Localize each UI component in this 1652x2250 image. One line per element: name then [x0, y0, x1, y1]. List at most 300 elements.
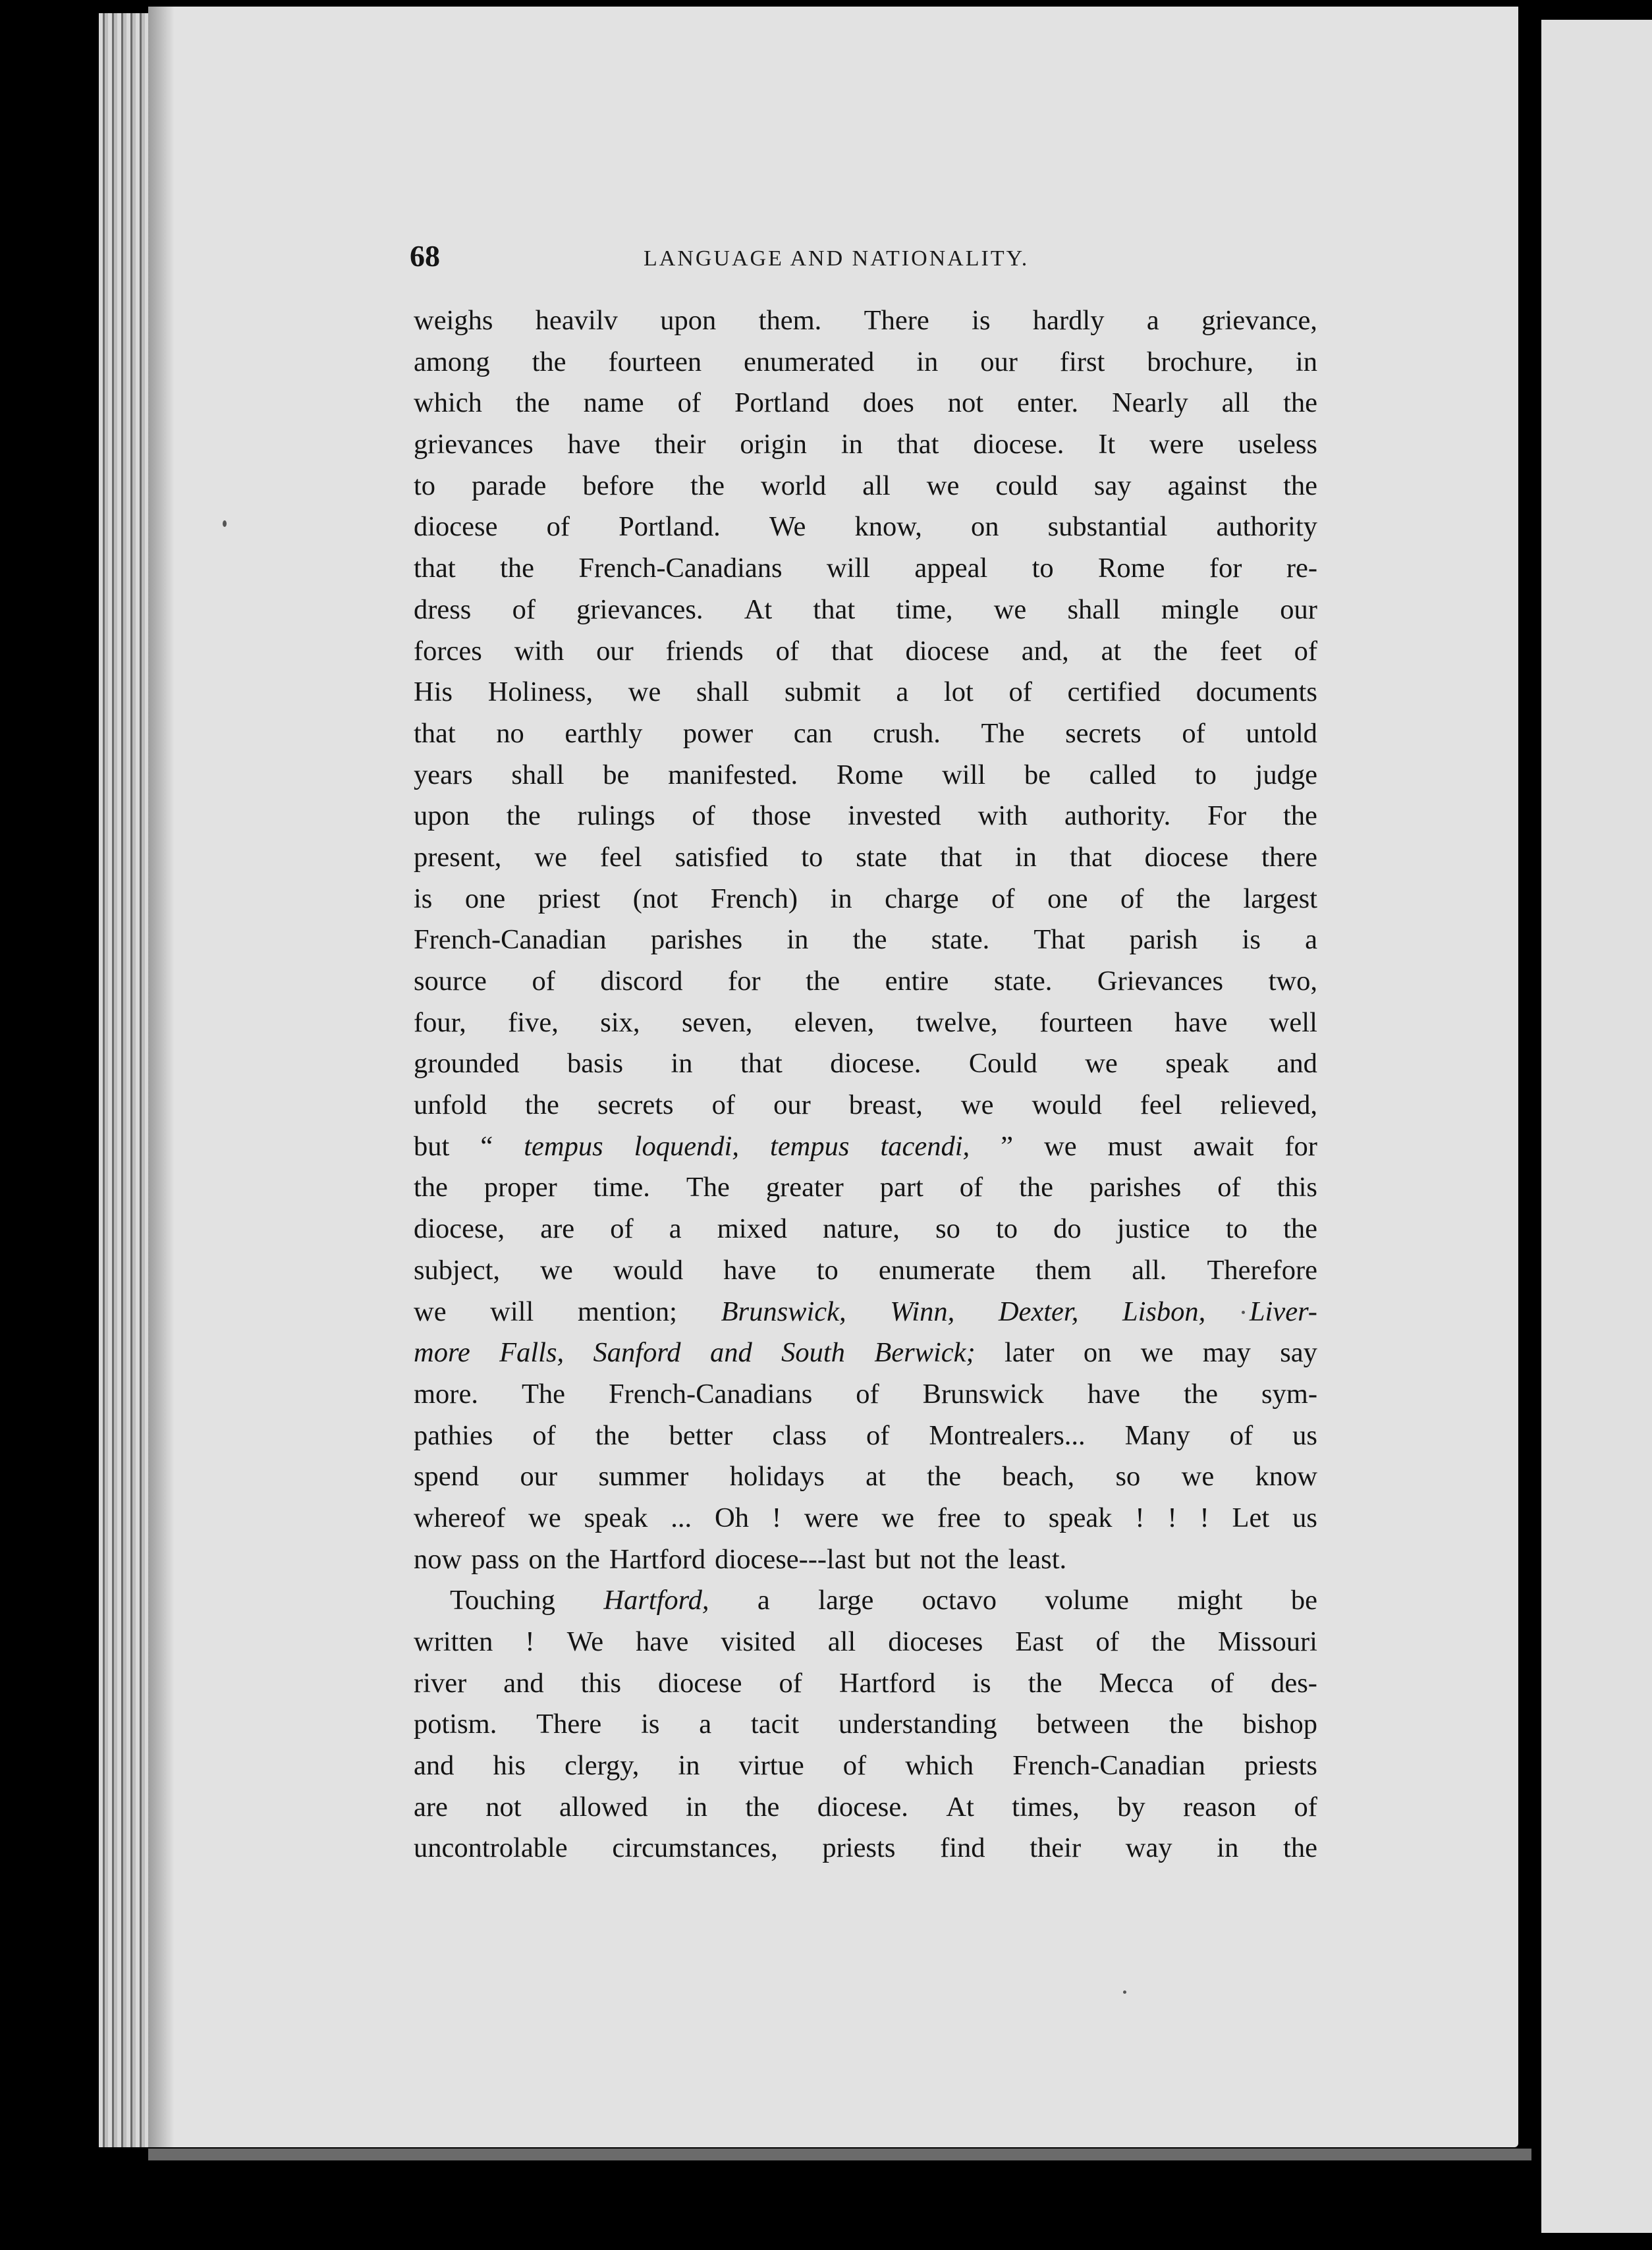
word: in: [1217, 1832, 1239, 1864]
word: secrets: [597, 1089, 674, 1121]
word: loquendi,: [634, 1130, 739, 1162]
word: spend: [414, 1461, 480, 1493]
text-line: [414, 1126, 1317, 1168]
word: !: [1167, 1502, 1177, 1533]
word: seven,: [681, 1006, 753, 1038]
word: written: [414, 1626, 493, 1657]
word: them.: [758, 305, 822, 336]
word: await: [1193, 1130, 1254, 1162]
word: The: [521, 1378, 566, 1410]
word: Lisbon,: [1122, 1296, 1206, 1327]
word: priests: [822, 1832, 896, 1864]
word: least.: [1008, 1543, 1067, 1575]
word: diocese.: [973, 429, 1064, 460]
text-line: [414, 919, 1317, 961]
word: subject,: [414, 1254, 501, 1286]
word: which: [414, 387, 482, 419]
word: all: [1221, 387, 1250, 419]
word: a: [669, 1213, 682, 1245]
word: speak: [1048, 1502, 1113, 1533]
text-line: [414, 1085, 1317, 1126]
word: the: [506, 800, 541, 832]
word: forces: [414, 635, 482, 667]
word: large: [818, 1585, 874, 1616]
word: certified: [1067, 676, 1161, 708]
word: justice: [1116, 1213, 1190, 1245]
word: breast,: [848, 1089, 923, 1121]
word: all.: [1132, 1254, 1167, 1286]
word: are: [540, 1213, 575, 1245]
word: we: [628, 676, 661, 708]
word: secrets: [1065, 717, 1142, 749]
word: our: [1280, 593, 1317, 625]
text-line: [414, 1292, 1317, 1333]
word: for: [1284, 1130, 1317, 1162]
word: six,: [600, 1006, 640, 1038]
word: all: [827, 1626, 856, 1657]
word: will: [942, 759, 986, 790]
word: their: [1030, 1832, 1082, 1864]
word: in: [678, 1750, 700, 1782]
word: Nearly: [1112, 387, 1188, 419]
word: be: [1290, 1585, 1317, 1616]
word: at: [866, 1461, 886, 1493]
paper-speck: [1123, 1990, 1126, 1994]
word: Rome: [1098, 553, 1165, 584]
word: that: [740, 1048, 783, 1080]
word: state.: [993, 966, 1053, 997]
word: grievances: [414, 429, 534, 460]
text-line: [414, 1498, 1317, 1539]
word: charge: [885, 883, 959, 914]
word: and: [709, 1337, 752, 1369]
word: a: [757, 1585, 770, 1616]
word: unfold: [414, 1089, 487, 1121]
word: against: [1167, 470, 1248, 501]
word: we: [528, 1502, 561, 1533]
word: one: [464, 883, 506, 914]
word: present,: [414, 841, 502, 873]
word: of: [532, 1419, 556, 1451]
word: do: [1053, 1213, 1082, 1245]
word: say: [1280, 1337, 1317, 1369]
word: that: [414, 717, 456, 749]
word: mention;: [577, 1296, 677, 1327]
word: Liver-: [1249, 1296, 1317, 1327]
word: untold: [1246, 717, 1317, 749]
page-number: 68: [410, 239, 440, 273]
word: there: [1261, 841, 1317, 873]
word: authority.: [1064, 800, 1171, 832]
word: must: [1107, 1130, 1163, 1162]
word: us: [1292, 1502, 1317, 1533]
word: is: [641, 1709, 660, 1740]
word: four,: [414, 1006, 466, 1038]
word: grievances.: [576, 593, 703, 625]
word: “: [480, 1130, 493, 1162]
word: !: [771, 1502, 782, 1533]
word: The: [686, 1172, 730, 1203]
word: of: [1229, 1419, 1253, 1451]
word: in: [671, 1048, 693, 1080]
word: ”: [1001, 1130, 1014, 1162]
text-line: [414, 1374, 1317, 1415]
word: by: [1117, 1791, 1145, 1823]
word: greater: [765, 1172, 844, 1203]
word: Therefore: [1207, 1254, 1317, 1286]
word: so: [1115, 1461, 1141, 1493]
text-line: [414, 424, 1317, 466]
word: of: [546, 511, 570, 543]
word: the: [1169, 1709, 1203, 1740]
word: That: [1033, 924, 1086, 956]
word: enumerated: [744, 346, 875, 377]
word: crush.: [873, 717, 941, 749]
word: Brunswick,: [721, 1296, 846, 1327]
word: for: [1209, 553, 1242, 584]
word: not: [920, 1543, 956, 1575]
word: his: [493, 1750, 526, 1782]
word: There: [864, 305, 929, 336]
word: of: [711, 1089, 736, 1121]
word: diocese---last: [715, 1543, 866, 1575]
word: one: [1047, 883, 1088, 914]
word: that: [940, 841, 982, 873]
word: hardly: [1032, 305, 1105, 336]
word: of: [959, 1172, 983, 1203]
word: on: [528, 1543, 557, 1575]
word: the: [500, 553, 534, 584]
text-line: [414, 383, 1317, 424]
word: this: [580, 1667, 622, 1699]
word: of: [991, 883, 1015, 914]
word: speak: [584, 1502, 648, 1533]
word: later: [1005, 1337, 1055, 1369]
word: in: [830, 883, 852, 914]
word: is: [414, 883, 433, 914]
word: Winn,: [890, 1296, 955, 1327]
text-line: [414, 755, 1317, 796]
word: be: [1024, 759, 1051, 790]
word: fourteen: [608, 346, 702, 377]
word: would: [1032, 1089, 1102, 1121]
word: on: [1083, 1337, 1112, 1369]
word: (not: [632, 883, 678, 914]
word: diocese: [905, 635, 989, 667]
word: we: [960, 1089, 994, 1121]
word: and: [414, 1750, 454, 1782]
word: manifested.: [668, 759, 798, 790]
word: tacendi,: [880, 1130, 970, 1162]
word: the: [525, 1089, 559, 1121]
word: feel: [1140, 1089, 1182, 1121]
word: to: [816, 1254, 839, 1286]
word: our: [596, 635, 634, 667]
word: a: [1305, 924, 1317, 956]
word: feel: [599, 841, 642, 873]
word: satisfied: [675, 841, 769, 873]
word: that: [896, 429, 939, 460]
word: have: [636, 1626, 689, 1657]
word: mixed: [717, 1213, 787, 1245]
word: have: [567, 429, 620, 460]
word: We: [769, 511, 806, 543]
word: grounded: [414, 1048, 520, 1080]
word: with: [514, 635, 564, 667]
word: does: [862, 387, 914, 419]
text-line: [414, 1704, 1317, 1745]
word: a: [1146, 305, 1159, 336]
word: allowed: [559, 1791, 648, 1823]
word: appeal: [914, 553, 988, 584]
word: the: [806, 966, 840, 997]
word: the: [414, 1172, 448, 1203]
word: that: [813, 593, 856, 625]
word: might: [1177, 1585, 1243, 1616]
text-line: [414, 548, 1317, 590]
word: say: [1093, 470, 1132, 501]
word: Dexter,: [998, 1296, 1079, 1327]
word: power: [682, 717, 754, 749]
word: potism.: [414, 1709, 497, 1740]
word: now: [414, 1543, 462, 1575]
text-line: [414, 1002, 1317, 1044]
text-line: [414, 1539, 1317, 1581]
word: of: [1294, 635, 1317, 667]
word: the: [1028, 1667, 1062, 1699]
word: friends: [665, 635, 744, 667]
word: invested: [848, 800, 941, 832]
word: Touching: [450, 1585, 555, 1616]
word: is: [972, 305, 991, 336]
word: weighs: [414, 305, 493, 336]
word: the: [1283, 470, 1317, 501]
word: documents: [1196, 676, 1317, 708]
page-bottom-edge: [148, 2149, 1531, 2160]
word: brochure,: [1147, 346, 1253, 377]
word: river: [414, 1667, 467, 1699]
word: have: [1087, 1378, 1141, 1410]
text-line: [414, 1745, 1317, 1787]
word: more: [414, 1337, 470, 1369]
word: we: [534, 841, 567, 873]
word: the: [1176, 883, 1211, 914]
word: in: [840, 429, 863, 460]
word: the: [852, 924, 887, 956]
word: to: [995, 1213, 1018, 1245]
word: in: [685, 1791, 708, 1823]
word: Portland: [734, 387, 829, 419]
word: volume: [1045, 1585, 1129, 1616]
word: more.: [414, 1378, 478, 1410]
word: with: [977, 800, 1028, 832]
word: largest: [1243, 883, 1317, 914]
word: the: [964, 1543, 999, 1575]
word: for: [728, 966, 761, 997]
word: parish: [1129, 924, 1198, 956]
word: parade: [472, 470, 547, 501]
word: upon: [660, 305, 717, 336]
word: Hartford: [609, 1543, 706, 1575]
word: of: [856, 1378, 879, 1410]
text-line: [414, 1250, 1317, 1292]
word: diocese: [658, 1667, 742, 1699]
word: priests: [1244, 1750, 1317, 1782]
word: of: [692, 800, 715, 832]
word: There: [536, 1709, 602, 1740]
word: French): [710, 883, 798, 914]
word: grievance,: [1201, 305, 1317, 336]
word: times,: [1012, 1791, 1080, 1823]
word: years: [414, 759, 473, 790]
word: we: [1044, 1130, 1077, 1162]
text-line: [414, 1167, 1317, 1209]
word: parishes: [650, 924, 743, 956]
word: the: [1282, 800, 1317, 832]
word: His: [414, 676, 453, 708]
word: better: [669, 1419, 733, 1451]
word: of: [532, 966, 555, 997]
word: shall: [696, 676, 750, 708]
word: diocese.: [830, 1048, 922, 1080]
word: uncontrolable: [414, 1832, 568, 1864]
gutter-shadow: [148, 7, 175, 2147]
word: that: [1069, 841, 1112, 873]
text-line: [414, 1332, 1317, 1374]
word: are: [414, 1791, 448, 1823]
word: French-Canadian: [414, 924, 607, 956]
word: diocese: [1144, 841, 1229, 873]
word: the: [1283, 387, 1317, 419]
word: a: [896, 676, 909, 708]
word: the: [1283, 1832, 1317, 1864]
word: of: [1210, 1667, 1234, 1699]
word: on: [970, 511, 999, 543]
word: substantial: [1047, 511, 1168, 543]
word: that: [831, 635, 873, 667]
word: know,: [854, 511, 922, 543]
word: before: [582, 470, 654, 501]
word: submit: [784, 676, 861, 708]
word: first: [1059, 346, 1105, 377]
word: in: [786, 924, 809, 956]
word: discord: [600, 966, 683, 997]
word: between: [1036, 1709, 1130, 1740]
word: earthly: [564, 717, 643, 749]
word: diocese,: [414, 1213, 505, 1245]
word: the: [595, 1419, 630, 1451]
word: five,: [508, 1006, 559, 1038]
word: Holiness,: [487, 676, 593, 708]
text-line: [414, 466, 1317, 507]
word: It: [1098, 429, 1116, 460]
word: diocese.: [817, 1791, 908, 1823]
body-text: [414, 300, 1317, 1869]
page-header: [410, 238, 1325, 278]
word: will: [826, 553, 871, 584]
word: would: [613, 1254, 684, 1286]
word: way: [1125, 1832, 1172, 1864]
word: name: [583, 387, 644, 419]
word: shall: [1067, 593, 1120, 625]
word: the: [927, 1461, 962, 1493]
word: and: [503, 1667, 544, 1699]
word: the: [745, 1791, 780, 1823]
word: mingle: [1161, 593, 1240, 625]
word: Hartford: [839, 1667, 936, 1699]
text-line: [414, 1415, 1317, 1457]
word: authority: [1216, 511, 1317, 543]
word: of: [779, 1667, 802, 1699]
word: source: [414, 966, 487, 997]
word: useless: [1238, 429, 1317, 460]
word: twelve,: [916, 1006, 998, 1038]
word: virtue: [738, 1750, 804, 1782]
word: beach,: [1002, 1461, 1075, 1493]
word: to: [1032, 553, 1054, 584]
word: tempus: [770, 1130, 850, 1162]
word: well: [1269, 1006, 1317, 1038]
word: The: [981, 717, 1025, 749]
word: the: [1151, 1626, 1186, 1657]
word: sym-: [1261, 1378, 1317, 1410]
word: bishop: [1242, 1709, 1317, 1740]
word: octavo: [922, 1585, 997, 1616]
word: two,: [1268, 966, 1317, 997]
word: of: [866, 1419, 890, 1451]
text-line: [414, 631, 1317, 672]
word: visited: [721, 1626, 796, 1657]
word: !: [525, 1626, 535, 1657]
word: to: [1003, 1502, 1026, 1533]
word: pass: [471, 1543, 520, 1575]
word: diocese: [414, 511, 498, 543]
text-line: [414, 796, 1317, 837]
word: South: [781, 1337, 845, 1369]
word: in: [916, 346, 939, 377]
word: state: [856, 841, 908, 873]
word: but: [875, 1543, 911, 1575]
paper-speck: [223, 520, 227, 527]
word: French-Canadians: [609, 1378, 813, 1410]
text-line: [414, 1043, 1317, 1085]
word: the: [690, 470, 725, 501]
text-line: [414, 300, 1317, 342]
word: state.: [931, 924, 990, 956]
text-line: [414, 1456, 1317, 1498]
word: is: [972, 1667, 991, 1699]
word: that: [414, 553, 456, 584]
word: we: [540, 1254, 573, 1286]
word: called: [1089, 759, 1157, 790]
running-head: LANGUAGE AND NATIONALITY.: [644, 246, 1030, 271]
word: we: [926, 470, 960, 501]
word: us: [1292, 1419, 1317, 1451]
word: which: [905, 1750, 974, 1782]
word: could: [995, 470, 1058, 501]
word: French-Canadian: [1012, 1750, 1205, 1782]
word: them: [1035, 1254, 1092, 1286]
word: For: [1207, 800, 1247, 832]
word: We: [566, 1626, 604, 1657]
word: we: [993, 593, 1027, 625]
word: lot: [943, 676, 974, 708]
word: des-: [1271, 1667, 1317, 1699]
word: of: [610, 1213, 634, 1245]
word: whereof: [414, 1502, 506, 1533]
word: all: [862, 470, 891, 501]
word: the: [1019, 1172, 1054, 1203]
